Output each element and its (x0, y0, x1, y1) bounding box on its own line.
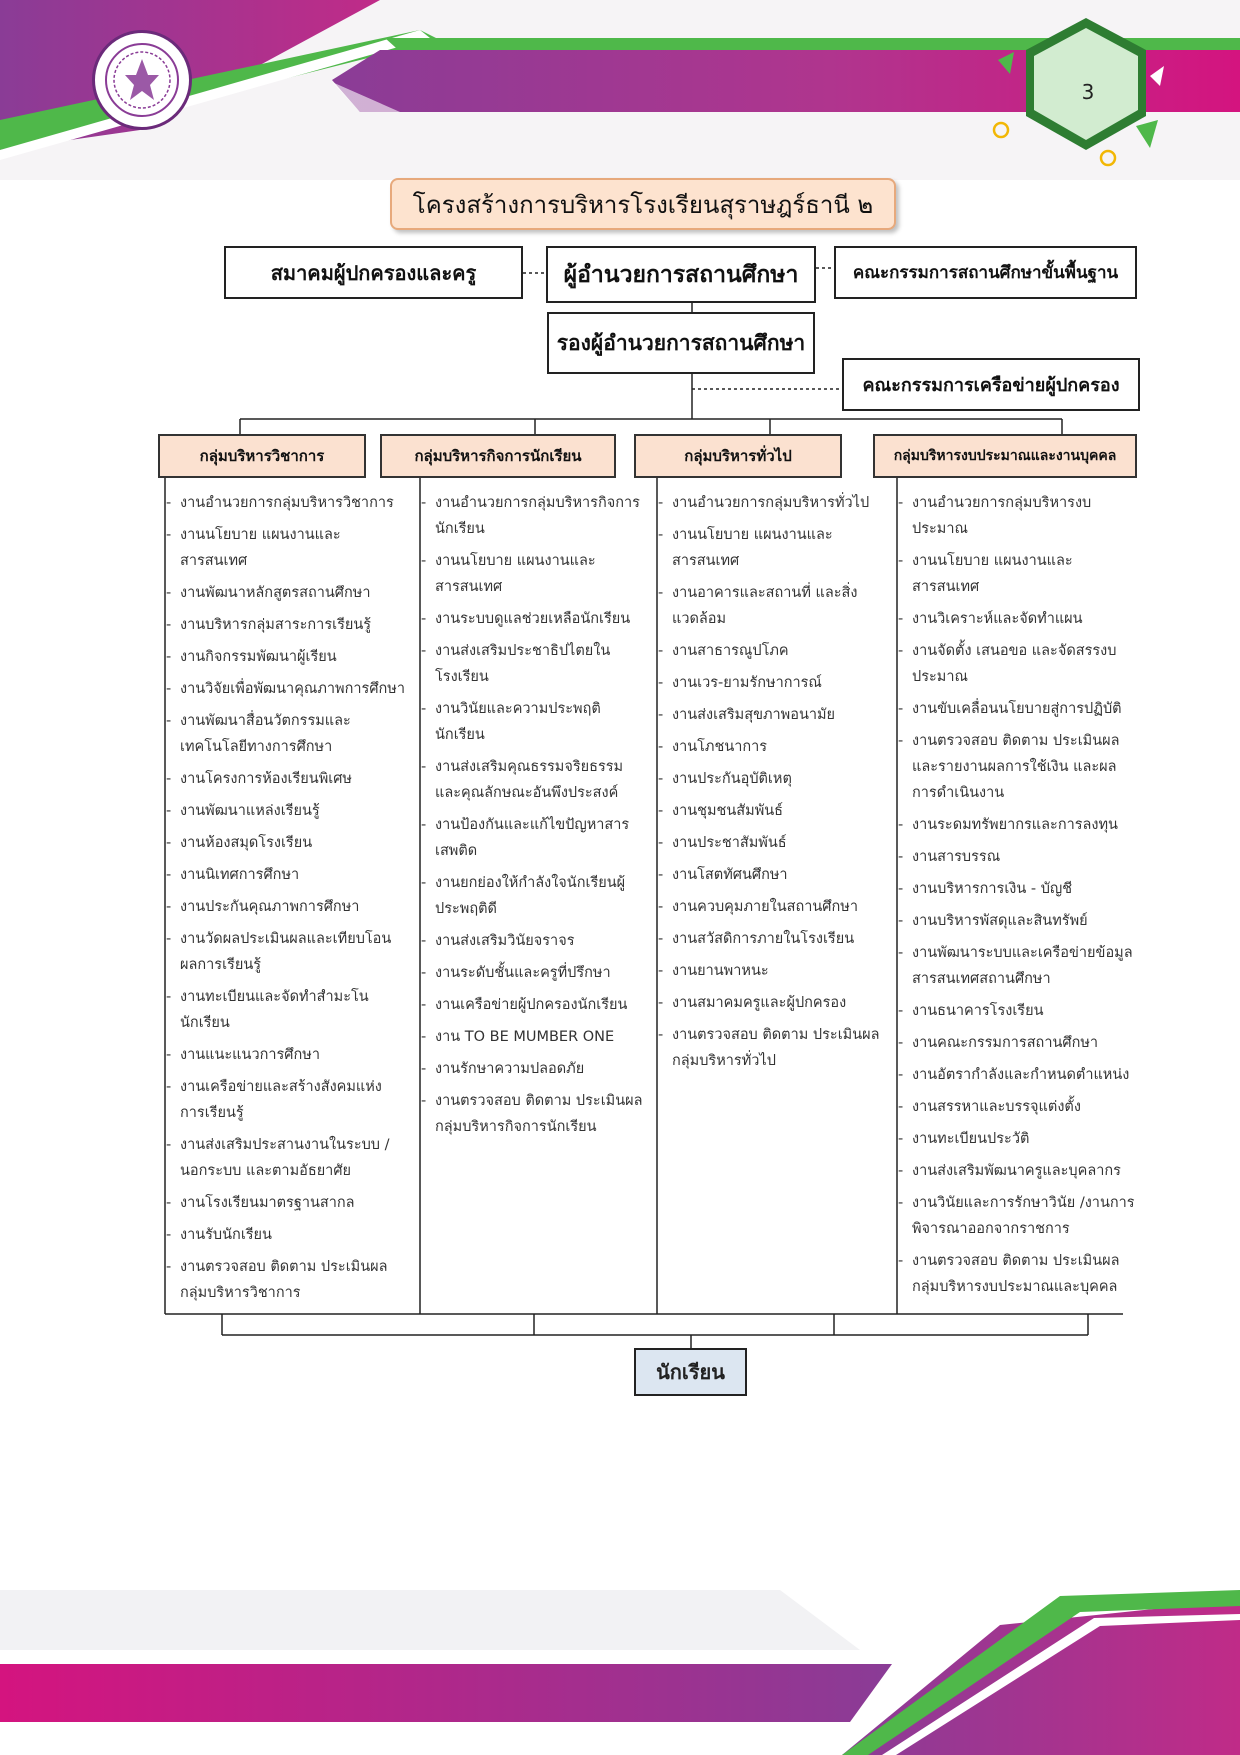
list-item: - งานระบบดูแลช่วยเหลือนักเรียน (421, 606, 647, 632)
list-item: - งานโครงการห้องเรียนพิเศษ (166, 766, 406, 792)
list-item: - งานป้องกันและแก้ไขปัญหาสารเสพติด (421, 812, 647, 864)
list-item: - งานระดับชั้นและครูที่ปรึกษา (421, 960, 647, 986)
list-item: - งานวัดผลประเมินผลและเทียบโอนผลการเรียนรู้ (166, 926, 406, 978)
list-item: - งานพัฒนาแหล่งเรียนรู้ (166, 798, 406, 824)
list-item: - งานอัตรากำลังและกำหนดตำแหน่ง (898, 1062, 1138, 1088)
list-item: - งานอำนวยการกลุ่มบริหารงบประมาณ (898, 490, 1138, 542)
parent-network-committee-box: คณะกรรมการเครือข่ายผู้ปกครอง (842, 358, 1140, 411)
list-item: - งานทะเบียนประวัติ (898, 1126, 1138, 1152)
list-item: - งานนโยบาย แผนงานและสารสนเทศ (166, 522, 406, 574)
list-item: - งานส่งเสริมคุณธรรมจริยธรรมและคุณลักษณะอันพึงประสงค์ (421, 754, 647, 806)
list-item: - งานส่งเสริมวินัยจราจร (421, 928, 647, 954)
list-item: - งานนิเทศการศึกษา (166, 862, 406, 888)
list-item: - งาน TO BE MUMBER ONE (421, 1024, 647, 1050)
list-item: - งานรักษาความปลอดภัย (421, 1056, 647, 1082)
list-item: - งานพัฒนาหลักสูตรสถานศึกษา (166, 580, 406, 606)
list-item: - งานกิจกรรมพัฒนาผู้เรียน (166, 644, 406, 670)
basic-education-committee-box: คณะกรรมการสถานศึกษาขั้นพื้นฐาน (834, 246, 1137, 299)
list-item: - งานวินัยและความประพฤตินักเรียน (421, 696, 647, 748)
list-item: - งานตรวจสอบ ติดตาม ประเมินผล กลุ่มบริหารงบประมาณและบุคคล (898, 1248, 1138, 1300)
list-item: - งานคณะกรรมการสถานศึกษา (898, 1030, 1138, 1056)
group-heading-academic: กลุ่มบริหารวิชาการ (158, 434, 366, 478)
list-item: - งานบริหารกลุ่มสาระการเรียนรู้ (166, 612, 406, 638)
list-item: - งานบริหารการเงิน - บัญชี (898, 876, 1138, 902)
list-item: - งานตรวจสอบ ติดตาม ประเมินผล กลุ่มบริหารทั่วไป (658, 1022, 888, 1074)
deputy-director-box: รองผู้อำนวยการสถานศึกษา (547, 312, 815, 374)
list-item: - งานสาธารณูปโภค (658, 638, 888, 664)
list-item: - งานตรวจสอบ ติดตาม ประเมินผล กลุ่มบริหารกิจการนักเรียน (421, 1088, 647, 1140)
list-item: - งานสมาคมครูและผู้ปกครอง (658, 990, 888, 1016)
list-item: - งานอาคารและสถานที่ และสิ่งแวดล้อม (658, 580, 888, 632)
list-item: - งานนโยบาย แผนงานและสารสนเทศ (898, 548, 1138, 600)
list-item: - งานอำนวยการกลุ่มบริหารวิชาการ (166, 490, 406, 516)
list-item: - งานวิเคราะห์และจัดทำแผน (898, 606, 1138, 632)
list-item: - งานโภชนาการ (658, 734, 888, 760)
list-item: - งานพัฒนาสื่อนวัตกรรมและเทคโนโลยีทางการศึกษา (166, 708, 406, 760)
budget-personnel-task-list (898, 490, 1138, 1306)
list-item: - งานเครือข่ายผู้ปกครองนักเรียน (421, 992, 647, 1018)
list-item: - งานส่งเสริมพัฒนาครูและบุคลากร (898, 1158, 1138, 1184)
list-item: - งานประกันคุณภาพการศึกษา (166, 894, 406, 920)
list-item: - งานสารบรรณ (898, 844, 1138, 870)
list-item: - งานประชาสัมพันธ์ (658, 830, 888, 856)
list-item: - งานอำนวยการกลุ่มบริหารทั่วไป (658, 490, 888, 516)
list-item: - งานสรรหาและบรรจุแต่งตั้ง (898, 1094, 1138, 1120)
list-item: - งานบริหารพัสดุและสินทรัพย์ (898, 908, 1138, 934)
list-item: - งานโสตทัศนศึกษา (658, 862, 888, 888)
list-item: - งานเวร-ยามรักษาการณ์ (658, 670, 888, 696)
list-item: - งานพัฒนาระบบและเครือข่ายข้อมูลสารสนเทศสถานศึกษา (898, 940, 1138, 992)
group-heading-general-admin: กลุ่มบริหารทั่วไป (634, 434, 842, 478)
list-item: - งานยกย่องให้กำลังใจนักเรียนผู้ประพฤติดี (421, 870, 647, 922)
list-item: - งานขับเคลื่อนนโยบายสู่การปฏิบัติ (898, 696, 1138, 722)
list-item: - งานตรวจสอบ ติดตาม ประเมินผลและรายงานผลการใช้เงิน และผลการดำเนินงาน (898, 728, 1138, 806)
list-item: - งานจัดตั้ง เสนอขอ และจัดสรรงบประมาณ (898, 638, 1138, 690)
list-item: - งานห้องสมุดโรงเรียน (166, 830, 406, 856)
director-box: ผู้อำนวยการสถานศึกษา (546, 246, 816, 303)
list-item: - งานเครือข่ายและสร้างสังคมแห่งการเรียนรู้ (166, 1074, 406, 1126)
list-item: - งานโรงเรียนมาตรฐานสากล (166, 1190, 406, 1216)
list-item: - งานส่งเสริมสุขภาพอนามัย (658, 702, 888, 728)
list-item: - งานนโยบาย แผนงานและสารสนเทศ (421, 548, 647, 600)
page-title: โครงสร้างการบริหารโรงเรียนสุราษฎร์ธานี ๒ (390, 178, 896, 230)
list-item: - งานประกันอุบัติเหตุ (658, 766, 888, 792)
list-item: - งานสวัสดิการภายในโรงเรียน (658, 926, 888, 952)
list-item: - งานวินัยและการรักษาวินัย /งานการพิจารณาออกจากราชการ (898, 1190, 1138, 1242)
list-item: - งานตรวจสอบ ติดตาม ประเมินผล กลุ่มบริหารวิชาการ (166, 1254, 406, 1306)
list-item: - งานระดมทรัพยากรและการลงทุน (898, 812, 1138, 838)
group-heading-budget-personnel: กลุ่มบริหารงบประมาณและงานบุคคล (873, 434, 1137, 478)
page-number: 3 (1081, 80, 1095, 104)
students-box: นักเรียน (634, 1348, 747, 1396)
list-item: - งานธนาคารโรงเรียน (898, 998, 1138, 1024)
student-affairs-task-list (421, 490, 647, 1146)
list-item: - งานทะเบียนและจัดทำสำมะโนนักเรียน (166, 984, 406, 1036)
general-admin-task-list (658, 490, 888, 1080)
list-item: - งานยานพาหนะ (658, 958, 888, 984)
parents-teachers-association-box: สมาคมผู้ปกครองและครู (224, 246, 523, 299)
list-item: - งานแนะแนวการศึกษา (166, 1042, 406, 1068)
list-item: - งานอำนวยการกลุ่มบริหารกิจการนักเรียน (421, 490, 647, 542)
list-item: - งานวิจัยเพื่อพัฒนาคุณภาพการศึกษา (166, 676, 406, 702)
list-item: - งานส่งเสริมประชาธิปไตยในโรงเรียน (421, 638, 647, 690)
list-item: - งานควบคุมภายในสถานศึกษา (658, 894, 888, 920)
list-item: - งานรับนักเรียน (166, 1222, 406, 1248)
academic-task-list (166, 490, 406, 1312)
list-item: - งานส่งเสริมประสานงานในระบบ / นอกระบบ และตามอัธยาศัย (166, 1132, 406, 1184)
list-item: - งานชุมชนสัมพันธ์ (658, 798, 888, 824)
list-item: - งานนโยบาย แผนงานและสารสนเทศ (658, 522, 888, 574)
group-heading-student-affairs: กลุ่มบริหารกิจการนักเรียน (380, 434, 616, 478)
